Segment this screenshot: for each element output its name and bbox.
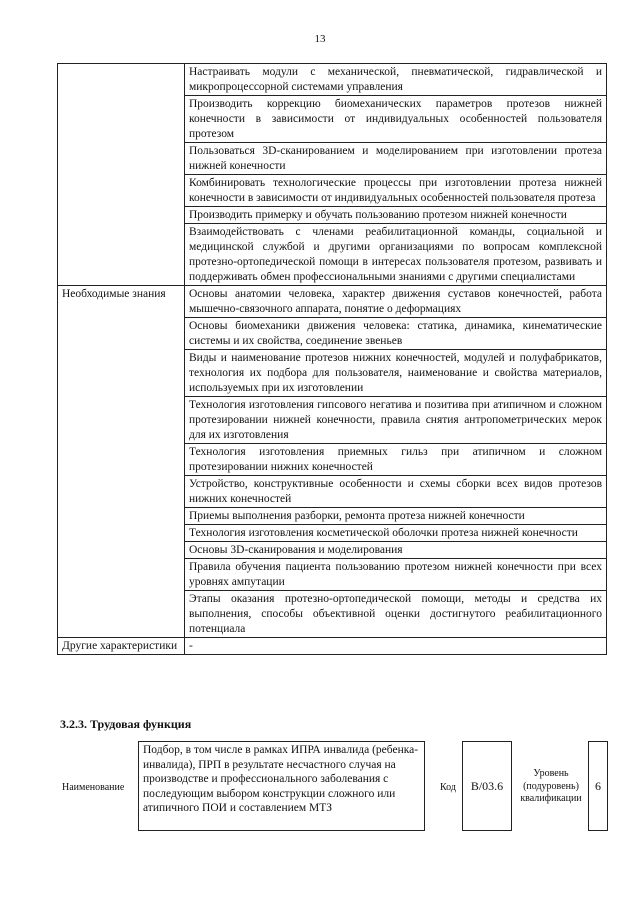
table-row bbox=[58, 638, 607, 655]
knowledge-cell: Приемы выполнения разборки, ремонта протеза нижней конечности bbox=[185, 508, 607, 525]
skill-cell: Производить коррекцию биомеханических параметров протезов нижней конечности в зависимости от индивидуальных особенностей пользователя протезом bbox=[185, 96, 607, 143]
skill-cell: Пользоваться 3D-сканированием и моделированием при изготовлении протеза нижней конечности bbox=[185, 143, 607, 175]
knowledge-cell: Правила обучения пациента пользованию протезом нижней конечности при всех уровнях ампутации bbox=[185, 559, 607, 591]
knowledge-cell: Этапы оказания протезно-ортопедической помощи, методы и средства их выполнения, способы объективной оценки достигнутого реабилитационного потенциала bbox=[185, 591, 607, 638]
code-value: В/03.6 bbox=[462, 741, 512, 831]
knowledge-cell: Виды и наименование протезов нижних конечностей, модулей и полуфабрикатов, технология их подбора для пользователя, наименование и свойства материалов, используемых при их изготовлении bbox=[185, 350, 607, 397]
skills-label-cell bbox=[58, 64, 185, 286]
other-characteristics-value: - bbox=[185, 638, 607, 655]
knowledge-cell: Основы 3D-сканирования и моделирования bbox=[185, 542, 607, 559]
skill-cell: Взаимодействовать с членами реабилитационной команды, социальной и медицинской службой и другими организациями по вопросам комплексной протезно-ортопедической помощи в интересах пользователя протезом, развивать и поддерживать обмен профессиональными знаниями с другими специалистами bbox=[185, 224, 607, 286]
function-name-box: Подбор, в том числе в рамках ИПРА инвалида (ребенка-инвалида), ПРП в результате несчастного случая на производстве и профессионального заболевания с последующим выбором конструкции сложного или атипичного ПОИ и составлением МТЗ bbox=[138, 741, 425, 831]
knowledge-cell: Основы анатомии человека, характер движения суставов конечностей, работа мышечно-связочного аппарата, понятие о деформациях bbox=[185, 286, 607, 318]
skill-cell: Производить примерку и обучать пользованию протезом нижней конечности bbox=[185, 207, 607, 224]
knowledge-cell: Технология изготовления косметической оболочки протеза нижней конечности bbox=[185, 525, 607, 542]
knowledge-cell: Технология изготовления приемных гильз при атипичном и сложном протезировании нижних конечностей bbox=[185, 444, 607, 476]
name-label: Наименование bbox=[62, 782, 125, 793]
knowledge-cell: Устройство, конструктивные особенности и схемы сборки всех видов протезов нижних конечностей bbox=[185, 476, 607, 508]
knowledge-label: Необходимые знания bbox=[58, 286, 185, 638]
qualification-level-value: 6 bbox=[588, 741, 608, 831]
skill-cell: Настраивать модули с механической, пневматической, гидравлической и микропроцессорной системами управления bbox=[185, 64, 607, 96]
table-row bbox=[58, 64, 607, 96]
skill-cell: Комбинировать технологические процессы при изготовлении протеза нижней конечности в зависимости от индивидуальных особенностей пользователя протеза bbox=[185, 175, 607, 207]
requirements-table bbox=[57, 63, 607, 655]
page-number: 13 bbox=[314, 33, 326, 45]
qualification-level-label: Уровень (подуровень) квалификации bbox=[520, 768, 582, 804]
knowledge-cell: Технология изготовления гипсового негатива и позитива при атипичном и сложном протезировании нижней конечности, правила снятия антропометрических мерок для их изготовления bbox=[185, 397, 607, 444]
section-heading: 3.2.3. Трудовая функция bbox=[60, 717, 192, 731]
other-characteristics-label: Другие характеристики bbox=[58, 638, 185, 655]
code-label: Код bbox=[440, 782, 456, 793]
table-row bbox=[58, 286, 607, 318]
knowledge-cell: Основы биомеханики движения человека: статика, динамика, кинематические системы и их свойства, соединение звеньев bbox=[185, 318, 607, 350]
